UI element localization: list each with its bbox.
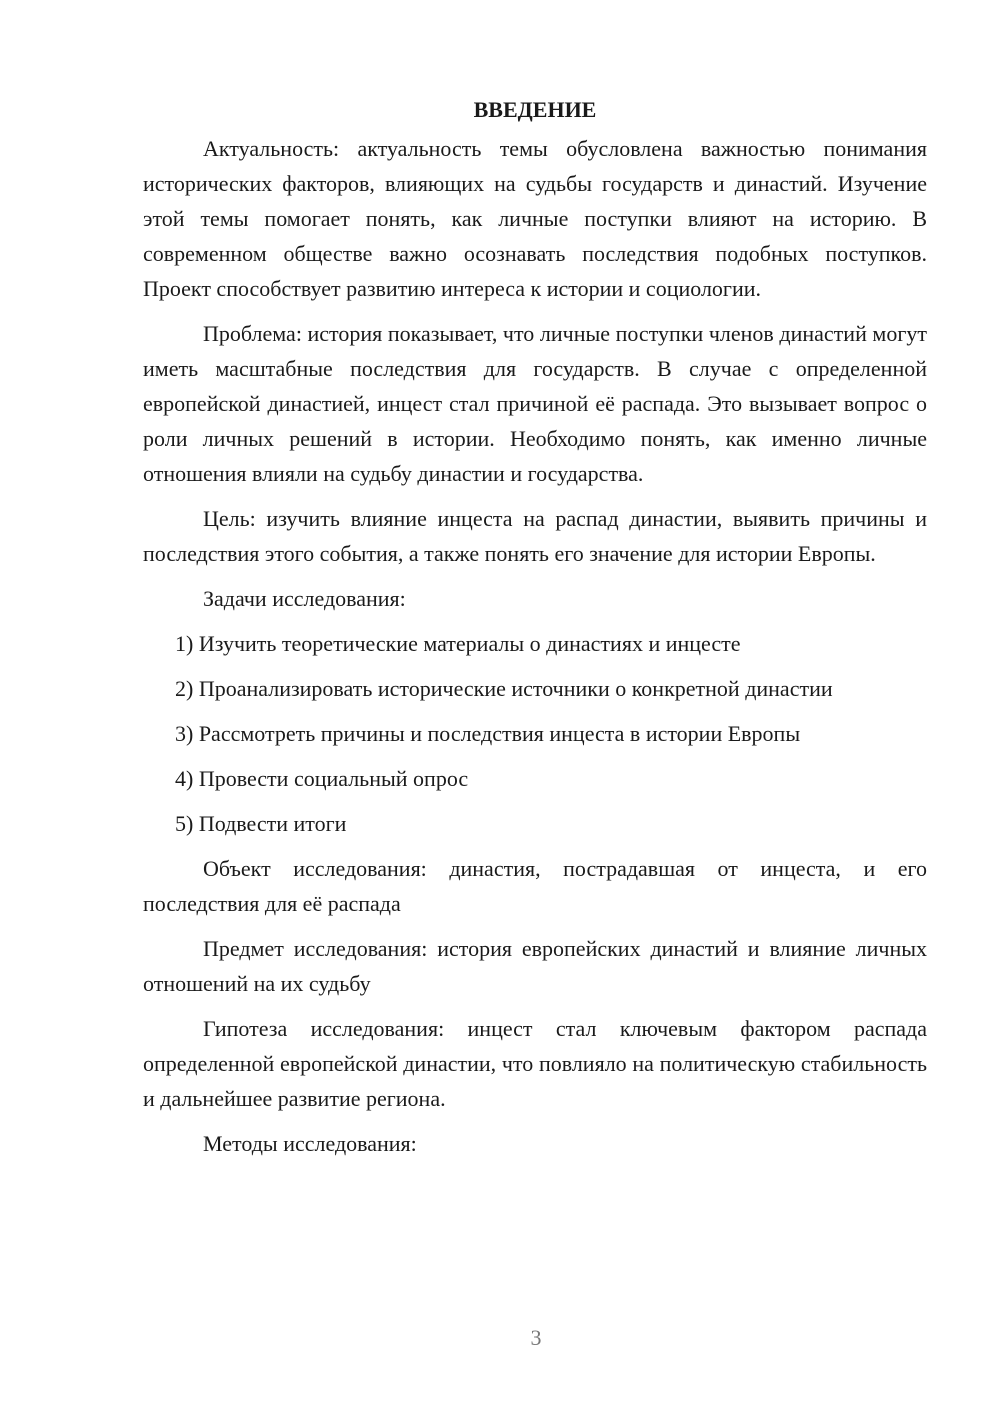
goal-paragraph: Цель: изучить влияние инцеста на распад династии, выявить причины и последствия этого события, а также понять его значение для истории Европы. <box>143 506 927 566</box>
task-list <box>143 626 927 841</box>
task-item: 3) Рассмотреть причины и последствия инцеста в истории Европы <box>175 721 801 746</box>
task-item: 5) Подвести итоги <box>175 811 347 836</box>
page-title: ВВЕДЕНИЕ <box>473 97 597 122</box>
page-number: 3 <box>530 1325 542 1350</box>
task-item: 2) Проанализировать исторические источники о конкретной династии <box>175 676 833 701</box>
methods-paragraph: Методы исследования: <box>203 1131 417 1156</box>
tasks-heading: Задачи исследования: <box>203 586 406 611</box>
subject-paragraph: Предмет исследования: история европейских династий и влияние личных отношений на их судьбу <box>143 936 927 996</box>
hypothesis-paragraph: Гипотеза исследования: инцест стал ключевым фактором распада определенной европейской династии, что повлияло на политическую стабильность и дальнейшее развитие региона. <box>143 1016 927 1111</box>
task-item: 1) Изучить теоретические материалы о династиях и инцесте <box>175 631 741 656</box>
problem-paragraph: Проблема: история показывает, что личные поступки членов династий могут иметь масштабные последствия для государств. В случае с определенной европейской династией, инцест стал причиной её распада. Это вызывает вопрос о роли личных решений в истории. Необходимо понять, как именно личные отношения влияли на судьбу династии и государства. <box>143 321 927 486</box>
object-paragraph: Объект исследования: династия, пострадавшая от инцеста, и его последствия для её распада <box>143 856 927 916</box>
task-item: 4) Провести социальный опрос <box>175 766 469 791</box>
relevance-paragraph: Актуальность: актуальность темы обусловлена важностью понимания исторических факторов, влияющих на судьбы государств и династий. Изучение этой темы помогает понять, как личные поступки влияют на историю. В современном обществе важно осознавать последствия подобных поступков. Проект способствует развитию интереса к истории и социологии. <box>143 136 927 301</box>
